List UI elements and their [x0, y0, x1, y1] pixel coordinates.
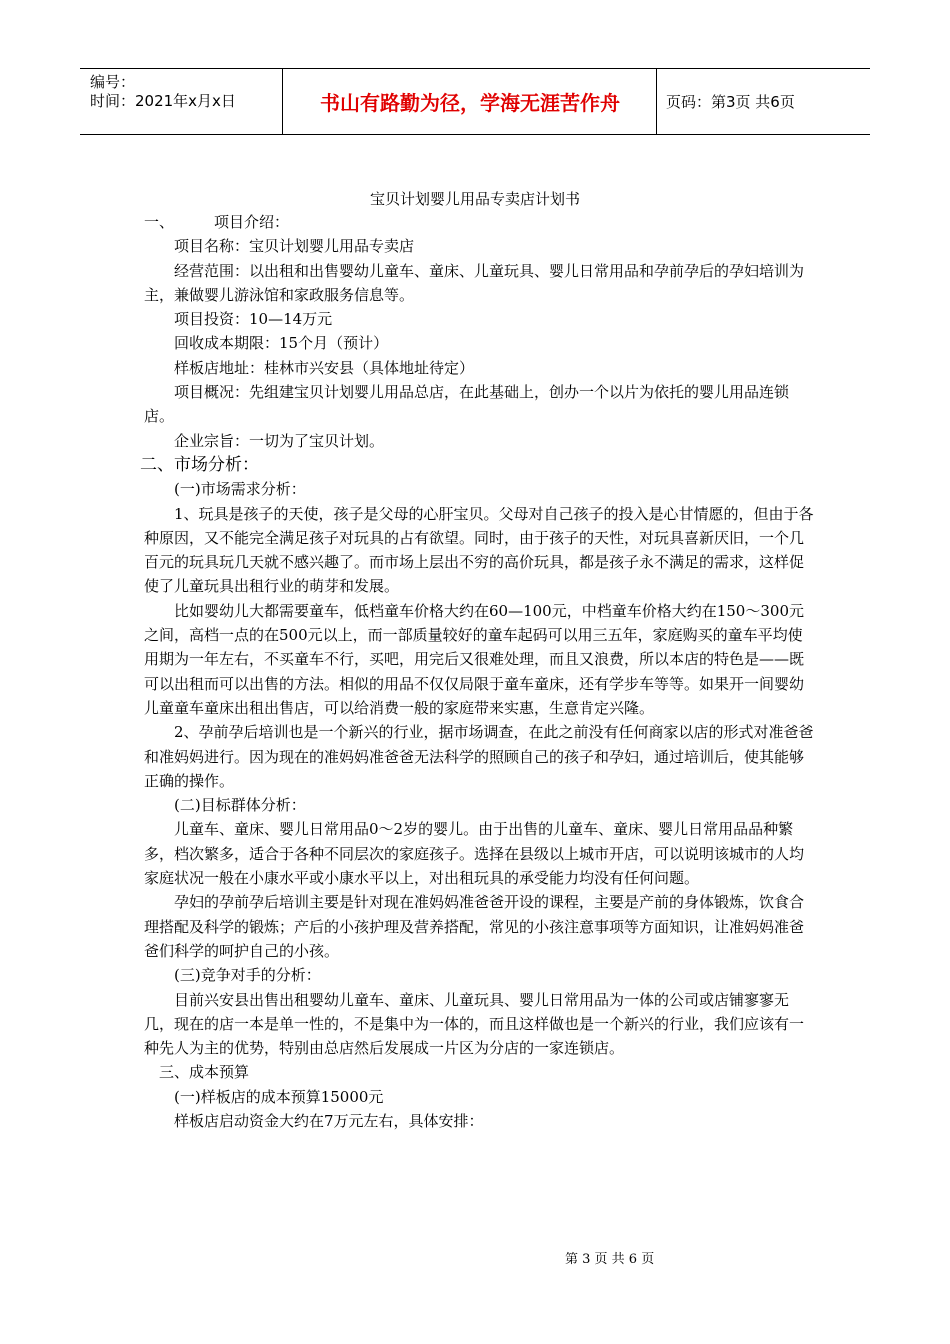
header-divider-right: [656, 69, 657, 134]
paragraph: 企业宗旨：一切为了宝贝计划。: [174, 431, 385, 450]
section-2-heading: 二、市场分析：: [140, 454, 259, 475]
paragraph: 项目概况：先组建宝贝计划婴儿用品总店，在此基础上，创办一个以片为依托的婴儿用品连锁店。: [144, 383, 790, 426]
document-body: [140, 210, 816, 1133]
header-page-info: 页码：第3页 共6页: [666, 93, 795, 111]
document-title: 宝贝计划婴儿用品专卖店计划书: [369, 190, 580, 208]
section-3-heading: 三、成本预算: [159, 1063, 250, 1082]
paragraph: 1、玩具是孩子的天使，孩子是父母的心肝宝贝。父母对自己孩子的投入是心甘情愿的，但由于各种原因，又不能完全满足孩子对玩具的占有欲望。同时，由于孩子的天性，对玩具喜新厌旧，一个几百元的玩具玩几天就不感兴趣了。而市场上层出不穷的高价玩具，都是孩子永不满足的需求，这样促使了儿童玩具出租行业的萌芽和发展。: [144, 504, 814, 596]
paragraph: 经营范围：以出租和出售婴幼儿童车、童床、儿童玩具、婴儿日常用品和孕前孕后的孕妇培训为主，兼做婴儿游泳馆和家政服务信息等。: [144, 261, 805, 304]
header-motto: 书山有路勤为径，学海无涯苦作舟: [320, 91, 620, 115]
paragraph: 2、孕前孕后培训也是一个新兴的行业，据市场调查，在此之前没有任何商家以店的形式对准爸爸和准妈妈进行。因为现在的准妈妈准爸爸无法科学的照顾自己的孩子和孕妇，通过培训后，使其能够正确的操作。: [144, 723, 814, 790]
paragraph: 比如婴幼儿大都需要童车，低档童车价格大约在60—100元，中档童车价格大约在150～300元之间，高档一点的在500元以上，而一部质量较好的童车起码可以用三五年，家庭购买的童车平均使用期为一年左右，不买童车不行，买吧，用完后又很难处理，而且又浪费，所以本店的特色是——既可以出租而可以出售的方法。相似的用品不仅仅局限于童车童床，还有学步车等等。如果开一间婴幼儿童童车童床出租出售店，可以给消费一般的家庭带来实惠，生意肯定兴隆。: [144, 601, 805, 717]
page-header: [80, 68, 870, 135]
paragraph: 儿童车、童床、婴儿日常用品0～2岁的婴儿。由于出售的儿童车、童床、婴儿日常用品品种繁多，档次繁多，适合于各种不同层次的家庭孩子。选择在县级以上城市开店，可以说明该城市的人均家庭状况一般在小康水平或小康水平以上，对出租玩具的承受能力均没有任何问题。: [144, 820, 805, 888]
subsection-heading: (一)市场需求分析：: [174, 480, 306, 499]
paragraph: 回收成本期限：15个月（预计）: [174, 334, 389, 353]
number-label: 编号：: [90, 73, 136, 91]
subsection-heading: (二)目标群体分析：: [174, 796, 306, 815]
paragraph: 目前兴安县出售出租婴幼儿童车、童床、儿童玩具、婴儿日常用品为一体的公司或店铺寥寥无几，现在的店一本是单一性的，不是集中为一体的，而且这样做也是一个新兴的行业，我们应该有一种先人为主的优势，特别由总店然后发展成一片区为分店的一家连锁店。: [144, 990, 805, 1058]
paragraph: 孕妇的孕前孕后培训主要是针对现在准妈妈准爸爸开设的课程，主要是产前的身体锻炼，饮食合理搭配及科学的锻炼；产后的小孩护理及营养搭配，常见的小孩注意事项等方面知识，让准妈妈准爸爸们科学的呵护自己的小孩。: [144, 893, 805, 960]
section-1-title: 项目介绍：: [214, 213, 290, 231]
subsection-heading: (三)竞争对手的分析：: [174, 966, 321, 985]
page-footer: 第 3 页 共 6 页: [565, 1252, 655, 1267]
paragraph: 项目投资：10—14万元: [174, 310, 333, 329]
paragraph: 项目名称：宝贝计划婴儿用品专卖店: [174, 237, 415, 256]
header-divider-left: [282, 69, 283, 134]
section-1-heading: [144, 210, 816, 234]
header-meta: [90, 73, 236, 111]
date-label: 时间：2021年x月x日: [90, 92, 236, 110]
subsection-heading: (一)样板店的成本预算15000元: [174, 1087, 384, 1106]
section-1-number: 一、: [144, 213, 175, 231]
paragraph: 样板店启动资金大约在7万元左右，具体安排：: [174, 1111, 484, 1130]
paragraph: 样板店地址：桂林市兴安县（具体地址待定）: [174, 358, 475, 377]
